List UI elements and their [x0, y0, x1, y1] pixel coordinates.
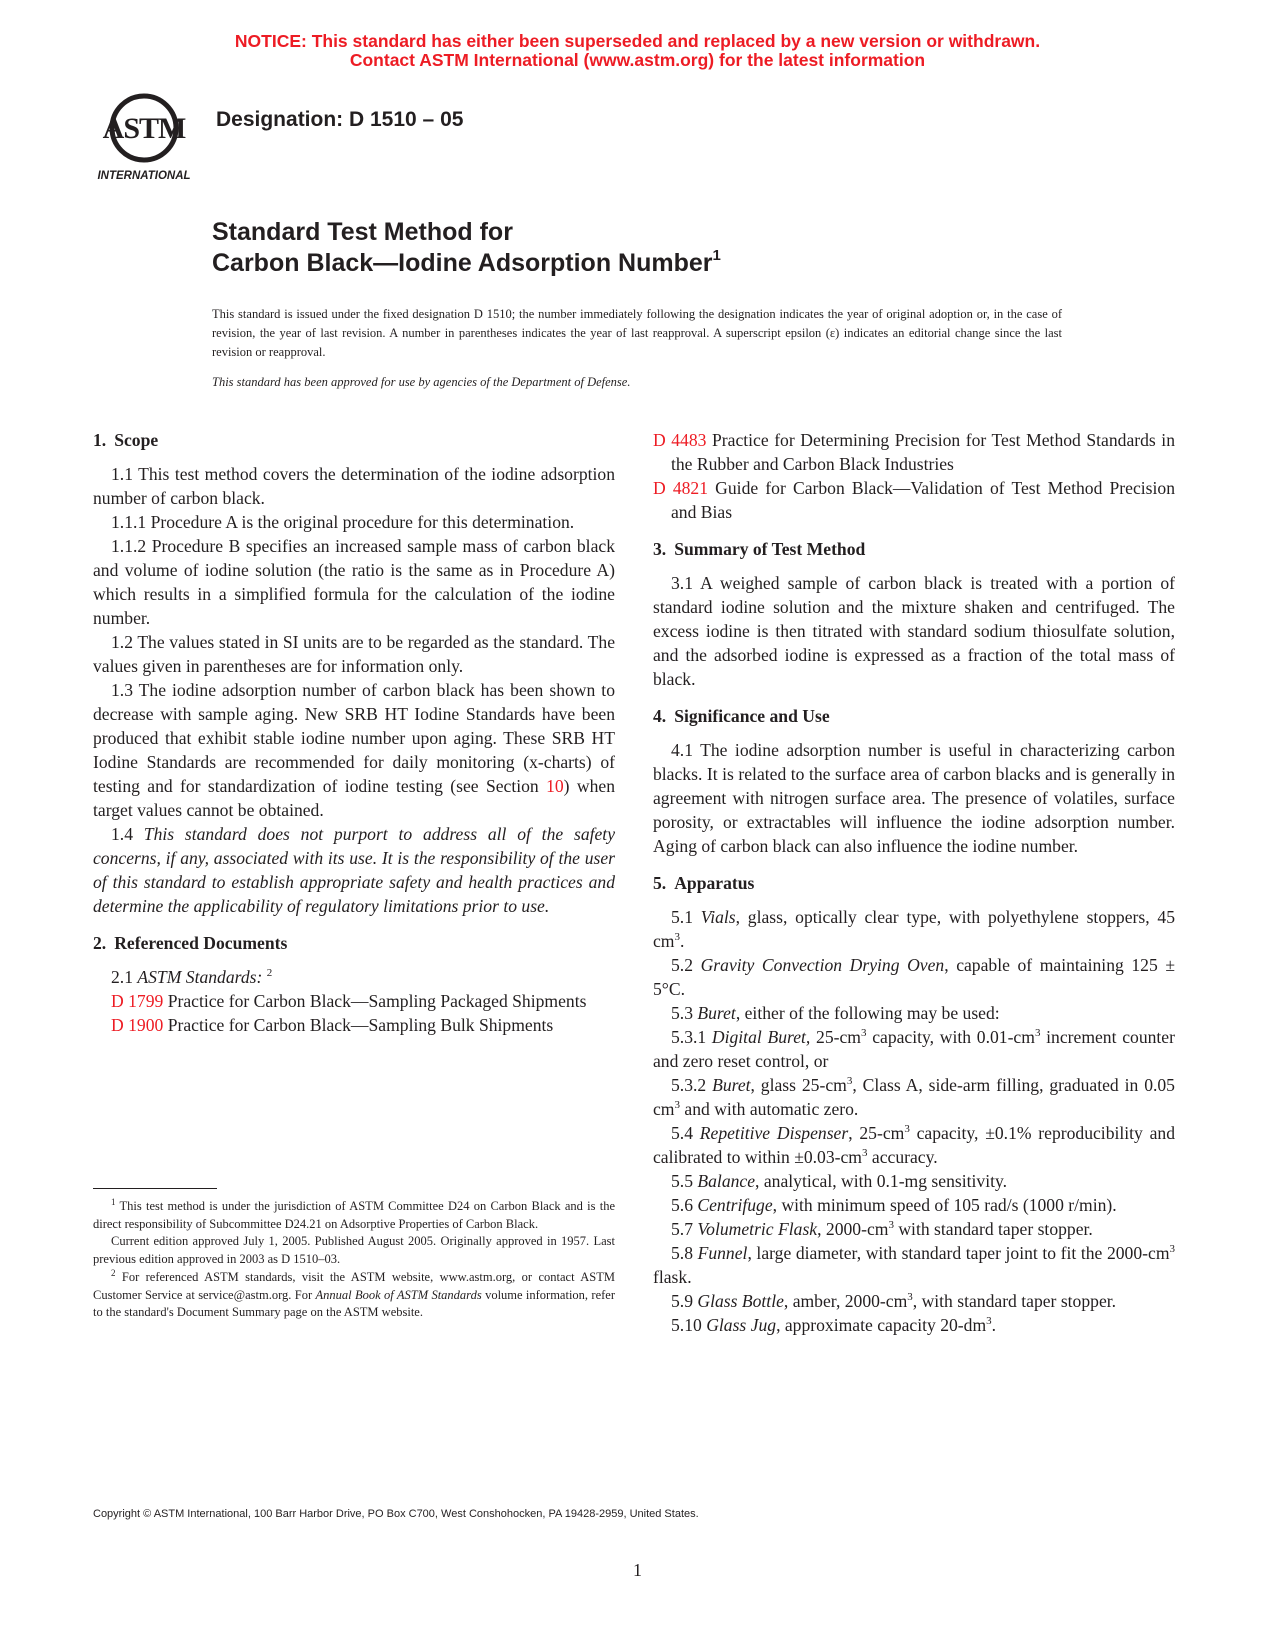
para-5-1: 5.1 Vials, glass, optically clear type, with polyethylene stoppers, 45 $cm^3$. — [653, 907, 1175, 951]
para-5-8: 5.8 Funnel, large diameter, with standard taper joint to fit the $2000-cm^3$ flask. — [653, 1243, 1176, 1287]
para-5-7: 5.7 Volumetric Flask, $2000-cm^3$ with standard taper stopper. — [671, 1219, 1093, 1239]
logo-subtitle: INTERNATIONAL — [97, 170, 191, 182]
footnote-1-edition: Current edition approved July 1, 2005. Published August 2005. Originally approved in 1957. Last previous edition approved in 2003 as D 1510–03. — [93, 1234, 615, 1267]
para-1-3: 1.3 The iodine adsorption number of carbon black has been shown to decrease with sample aging. New SRB HT Iodine Standards have been produced that exhibit stable iodine number upon aging. These SRB HT Iodine Standards are recommended for daily monitoring (x-charts) of testing and for standardization of iodine testing (see Section 10) when target values cannot be obtained. — [93, 680, 615, 820]
para-5-6: 5.6 Centrifuge, with minimum speed of 105 rad/s (1000 r/min). — [671, 1195, 1117, 1215]
section-10-link[interactable]: 10 — [546, 776, 564, 796]
footnote-divider — [93, 1188, 217, 1189]
para-5-3-2: 5.3.2 Buret, glass $25-cm^3$, Class A, side-arm filling, graduated in 0.05 $cm^3$ and with automatic zero. — [653, 1075, 1175, 1119]
intro-paragraph: This standard is issued under the fixed designation D 1510; the number immediately following the designation indicates the year of original adoption or, in the case of revision, the year of last revision. A number in parentheses indicates the year of last reapproval. A superscript epsilon (ε) indicates an editorial change since the last revision or reapproval. — [212, 307, 1062, 359]
page-number: 1 — [633, 1560, 642, 1580]
footnote-2: $^2$ For referenced ASTM standards, visit the ASTM website, www.astm.org, or contact ASTM Customer Service at service@astm.org. For Annual Book of ASTM Standards volume information, refer to the standard's Document Summary page on the ASTM website. — [93, 1267, 615, 1320]
para-5-9: 5.9 Glass Bottle, amber, $2000-cm^3$, with standard taper stopper. — [671, 1291, 1117, 1311]
reference-link[interactable]: D 4483 — [653, 430, 707, 450]
reference-d4483: D 4483 Practice for Determining Precision for Test Method Standards in the Rubber and Carbon Black Industries — [653, 430, 1175, 474]
para-5-3-1: 5.3.1 Digital Buret, $25-cm^3$ capacity, with $0.01-cm^3$ increment counter and zero reset control, or — [653, 1027, 1175, 1071]
para-3-1: 3.1 A weighed sample of carbon black is treated with a portion of standard iodine solution and the mixture shaken and centrifuged. The excess iodine is then titrated with standard sodium thiosulfate solution, and the adsorbed iodine is expressed as a fraction of the total mass of black. — [653, 573, 1175, 689]
reference-link[interactable]: D 4821 — [653, 478, 709, 498]
section-5-heading: 5. Apparatus — [653, 873, 755, 893]
para-2-1: 2.1 ASTM Standards: $^2$ — [111, 967, 273, 987]
designation: Designation: D 1510 – 05 — [216, 108, 464, 131]
reference-d1900: D 1900 Practice for Carbon Black—Sampling Bulk Shipments — [111, 1015, 554, 1035]
para-1-1: 1.1 This test method covers the determination of the iodine adsorption number of carbon black. — [93, 464, 615, 508]
title-footnote-ref: 1 — [712, 247, 721, 264]
reference-d1799: D 1799 Practice for Carbon Black—Sampling Packaged Shipments — [111, 991, 587, 1011]
para-5-3: 5.3 Buret, either of the following may be used: — [671, 1003, 1000, 1023]
reference-link[interactable]: D 1799 — [111, 991, 164, 1011]
title-line-2 — [212, 248, 721, 279]
para-1-1-2: 1.1.2 Procedure B specifies an increased sample mass of carbon black and volume of iodine solution (the ratio is the same as in Procedure A) which results in a simplified formula for the calculation of the iodine number. — [93, 536, 615, 628]
notice-line-2: Contact ASTM International (www.astm.org) for the latest information — [349, 50, 926, 70]
left-column — [93, 428, 615, 1037]
notice-banner — [0, 32, 1275, 70]
para-5-10: 5.10 Glass Jug, approximate capacity $20-dm^3$. — [671, 1315, 997, 1335]
reference-link[interactable]: D 1900 — [111, 1015, 164, 1035]
footnotes — [93, 1198, 615, 1322]
para-4-1: 4.1 The iodine adsorption number is useful in characterizing carbon blacks. It is related to the surface area of carbon blacks and is generally in agreement with nitrogen surface area. The presence of volatiles, surface porosity, or extractables will influence the iodine adsorption number. Aging of carbon black can also influence the iodine number. — [653, 740, 1175, 856]
para-1-2: 1.2 The values stated in SI units are to be regarded as the standard. The values given in parentheses are for information only. — [93, 632, 615, 676]
logo-text: ASTM — [102, 112, 186, 145]
para-1-1-1: 1.1.1 Procedure A is the original procedure for this determination. — [111, 512, 575, 532]
astm-logo — [88, 90, 200, 182]
footnote-1: $^1$ This test method is under the jurisdiction of ASTM Committee D24 on Carbon Black and is the direct responsibility of Subcommittee D24.21 on Adsorptive Properties of Carbon Black. — [93, 1197, 615, 1231]
title-main: Carbon Black—Iodine Adsorption Number — [212, 249, 713, 277]
notice-line-1: NOTICE: This standard has either been superseded and replaced by a new version or withdrawn. — [234, 31, 1041, 51]
right-column — [653, 428, 1175, 1337]
reference-d4821: D 4821 Guide for Carbon Black—Validation of Test Method Precision and Bias — [653, 478, 1175, 522]
document-title — [212, 217, 721, 279]
title-line-1: Standard Test Method for — [212, 218, 513, 246]
copyright-notice: Copyright © ASTM International, 100 Barr Harbor Drive, PO Box C700, West Conshohocken, PA 19428-2959, United States. — [93, 1508, 699, 1520]
section-1-heading: 1. Scope — [93, 430, 159, 450]
section-2-heading: 2. Referenced Documents — [93, 933, 288, 953]
logo-letters — [103, 112, 186, 145]
dod-approval-note: This standard has been approved for use by agencies of the Department of Defense. — [212, 375, 631, 389]
para-5-4: 5.4 Repetitive Dispenser, $25-cm^3$ capacity, ±0.1% reproducibility and calibrated to within $\pm 0.03-cm^3$ accuracy. — [653, 1123, 1176, 1167]
para-5-2: 5.2 Gravity Convection Drying Oven, capable of maintaining 125 ± 5°C. — [653, 955, 1176, 999]
para-5-5: 5.5 Balance, analytical, with 0.1-mg sensitivity. — [671, 1171, 1008, 1191]
section-3-heading: 3. Summary of Test Method — [653, 539, 866, 559]
para-1-4: 1.4 This standard does not purport to address all of the safety concerns, if any, associated with its use. It is the responsibility of the user of this standard to establish appropriate safety and health practices and determine the applicability of regulatory limitations prior to use. — [93, 824, 616, 916]
section-4-heading: 4. Significance and Use — [653, 706, 830, 726]
